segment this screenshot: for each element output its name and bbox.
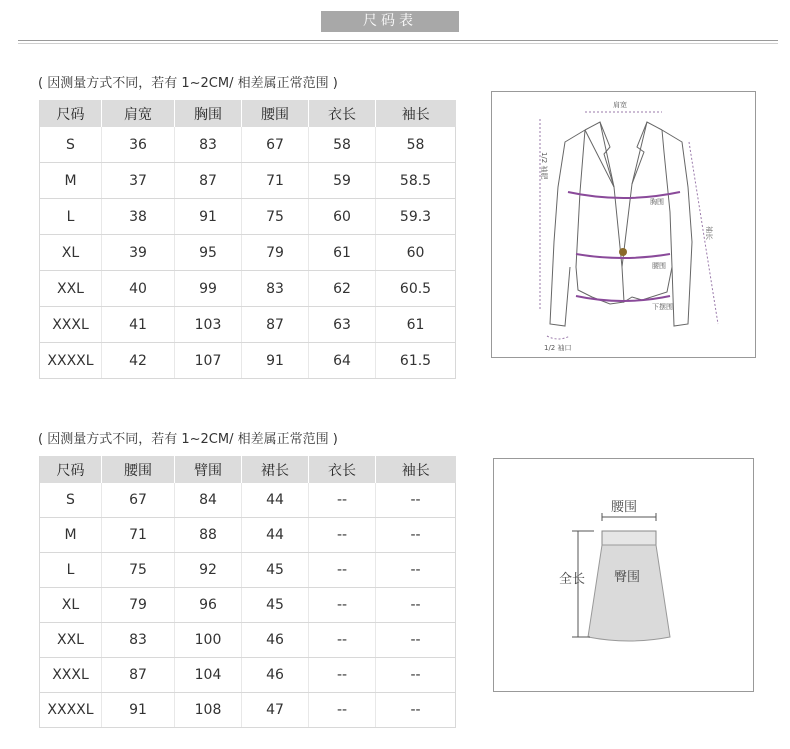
header-cell: 胸围 bbox=[175, 100, 242, 127]
table-cell: 87 bbox=[242, 307, 309, 343]
jacket-measurement-diagram bbox=[491, 91, 756, 358]
table-cell: 71 bbox=[102, 518, 175, 553]
table-cell: 91 bbox=[102, 693, 175, 728]
table-cell: 103 bbox=[175, 307, 242, 343]
page-title: 尺码表 bbox=[321, 11, 459, 32]
size-cell: XXXL bbox=[40, 658, 102, 693]
table-cell: 91 bbox=[175, 199, 242, 235]
header-cell: 袖长 bbox=[376, 100, 456, 127]
table-cell: 87 bbox=[175, 163, 242, 199]
table-row bbox=[40, 163, 456, 199]
table-cell: 63 bbox=[309, 307, 376, 343]
table-cell: 75 bbox=[102, 553, 175, 588]
skirt-length-label: 全长 bbox=[559, 572, 586, 587]
header-cell: 裙长 bbox=[242, 456, 309, 483]
table-row bbox=[40, 693, 456, 728]
table-cell: 61.5 bbox=[376, 343, 456, 379]
table-cell: 88 bbox=[175, 518, 242, 553]
table-cell: 99 bbox=[175, 271, 242, 307]
table-cell: -- bbox=[376, 623, 456, 658]
size-cell: XL bbox=[40, 235, 102, 271]
table-cell: 71 bbox=[242, 163, 309, 199]
cuff-label: 1/2 袖口 bbox=[544, 344, 572, 352]
table-cell: -- bbox=[309, 588, 376, 623]
table-cell: 83 bbox=[102, 623, 175, 658]
table-cell: -- bbox=[376, 483, 456, 518]
divider bbox=[18, 43, 778, 44]
header-cell: 肩宽 bbox=[102, 100, 175, 127]
table-cell: 59 bbox=[309, 163, 376, 199]
skirt-measurement-diagram bbox=[493, 458, 754, 692]
table-cell: 60.5 bbox=[376, 271, 456, 307]
hem-label: 下摆围 bbox=[652, 303, 673, 311]
table-cell: -- bbox=[376, 693, 456, 728]
skirt-hip-label: 臀围 bbox=[614, 570, 641, 585]
table-cell: 37 bbox=[102, 163, 175, 199]
table-cell: 67 bbox=[102, 483, 175, 518]
table-cell: 107 bbox=[175, 343, 242, 379]
table-cell: 79 bbox=[102, 588, 175, 623]
header-cell: 臂围 bbox=[175, 456, 242, 483]
table-row bbox=[40, 518, 456, 553]
table-cell: 100 bbox=[175, 623, 242, 658]
measurement-note-2: ( 因测量方式不同，若有 1~2CM/ 相差属正常范围 ) bbox=[38, 432, 338, 447]
header-cell: 衣长 bbox=[309, 100, 376, 127]
table-cell: -- bbox=[309, 518, 376, 553]
table-cell: -- bbox=[376, 553, 456, 588]
half-sleeve-width-label: 1/2 袖肥 bbox=[540, 152, 548, 180]
table-cell: -- bbox=[309, 658, 376, 693]
table-cell: 104 bbox=[175, 658, 242, 693]
table-cell: 36 bbox=[102, 127, 175, 163]
jacket-illustration bbox=[492, 92, 755, 357]
table-row bbox=[40, 199, 456, 235]
table-row bbox=[40, 588, 456, 623]
table-cell: -- bbox=[309, 623, 376, 658]
table-cell: 67 bbox=[242, 127, 309, 163]
table-header-row bbox=[40, 456, 456, 483]
table-cell: 42 bbox=[102, 343, 175, 379]
table-cell: 79 bbox=[242, 235, 309, 271]
table-cell: 44 bbox=[242, 518, 309, 553]
jacket-size-table bbox=[39, 100, 456, 379]
table-header-row bbox=[40, 100, 456, 127]
title-bar bbox=[0, 0, 790, 48]
table-cell: 83 bbox=[242, 271, 309, 307]
table-cell: 44 bbox=[242, 483, 309, 518]
table-cell: -- bbox=[309, 483, 376, 518]
table-cell: 96 bbox=[175, 588, 242, 623]
waist-label: 腰围 bbox=[652, 262, 666, 270]
table-cell: 58.5 bbox=[376, 163, 456, 199]
table-cell: 95 bbox=[175, 235, 242, 271]
size-cell: S bbox=[40, 483, 102, 518]
header-cell: 尺码 bbox=[40, 100, 102, 127]
table-cell: 38 bbox=[102, 199, 175, 235]
table-cell: 45 bbox=[242, 553, 309, 588]
header-cell: 袖长 bbox=[376, 456, 456, 483]
table-cell: 58 bbox=[376, 127, 456, 163]
size-cell: M bbox=[40, 163, 102, 199]
header-cell: 腰围 bbox=[242, 100, 309, 127]
table-row bbox=[40, 623, 456, 658]
size-cell: M bbox=[40, 518, 102, 553]
skirt-illustration bbox=[494, 459, 753, 691]
table-row bbox=[40, 553, 456, 588]
skirt-waist-label: 腰围 bbox=[611, 500, 638, 515]
table-cell: 62 bbox=[309, 271, 376, 307]
shoulder-label: 肩宽 bbox=[613, 101, 627, 109]
table-cell: 47 bbox=[242, 693, 309, 728]
table-cell: 108 bbox=[175, 693, 242, 728]
table-row bbox=[40, 235, 456, 271]
size-cell: XXXXL bbox=[40, 693, 102, 728]
measurement-note: ( 因测量方式不同，若有 1~2CM/ 相差属正常范围 ) bbox=[38, 76, 338, 91]
table-row bbox=[40, 483, 456, 518]
table-cell: 46 bbox=[242, 623, 309, 658]
table-cell: 58 bbox=[309, 127, 376, 163]
table-cell: 40 bbox=[102, 271, 175, 307]
table-cell: 61 bbox=[309, 235, 376, 271]
table-cell: -- bbox=[309, 693, 376, 728]
sleeve-length-label: 袖长 bbox=[705, 226, 713, 240]
table-cell: -- bbox=[376, 588, 456, 623]
divider bbox=[18, 40, 778, 41]
table-cell: 46 bbox=[242, 658, 309, 693]
table-row bbox=[40, 127, 456, 163]
size-cell: XXL bbox=[40, 271, 102, 307]
table-row bbox=[40, 658, 456, 693]
table-cell: 64 bbox=[309, 343, 376, 379]
header-cell: 腰围 bbox=[102, 456, 175, 483]
table-cell: 87 bbox=[102, 658, 175, 693]
size-cell: L bbox=[40, 553, 102, 588]
table-cell: 60 bbox=[309, 199, 376, 235]
size-cell: XXL bbox=[40, 623, 102, 658]
table-row bbox=[40, 343, 456, 379]
chest-label: 胸围 bbox=[650, 198, 664, 206]
header-cell: 尺码 bbox=[40, 456, 102, 483]
table-cell: 60 bbox=[376, 235, 456, 271]
size-cell: L bbox=[40, 199, 102, 235]
table-cell: 83 bbox=[175, 127, 242, 163]
table-cell: 84 bbox=[175, 483, 242, 518]
table-row bbox=[40, 271, 456, 307]
table-cell: 59.3 bbox=[376, 199, 456, 235]
table-cell: 45 bbox=[242, 588, 309, 623]
table-cell: 91 bbox=[242, 343, 309, 379]
size-cell: XXXL bbox=[40, 307, 102, 343]
header-cell: 衣长 bbox=[309, 456, 376, 483]
table-cell: 39 bbox=[102, 235, 175, 271]
table-cell: 41 bbox=[102, 307, 175, 343]
table-cell: -- bbox=[376, 658, 456, 693]
size-cell: XXXXL bbox=[40, 343, 102, 379]
table-cell: 92 bbox=[175, 553, 242, 588]
table-cell: 75 bbox=[242, 199, 309, 235]
size-cell: S bbox=[40, 127, 102, 163]
skirt-size-table bbox=[39, 456, 456, 728]
size-cell: XL bbox=[40, 588, 102, 623]
table-cell: -- bbox=[309, 553, 376, 588]
table-row bbox=[40, 307, 456, 343]
table-cell: -- bbox=[376, 518, 456, 553]
table-cell: 61 bbox=[376, 307, 456, 343]
